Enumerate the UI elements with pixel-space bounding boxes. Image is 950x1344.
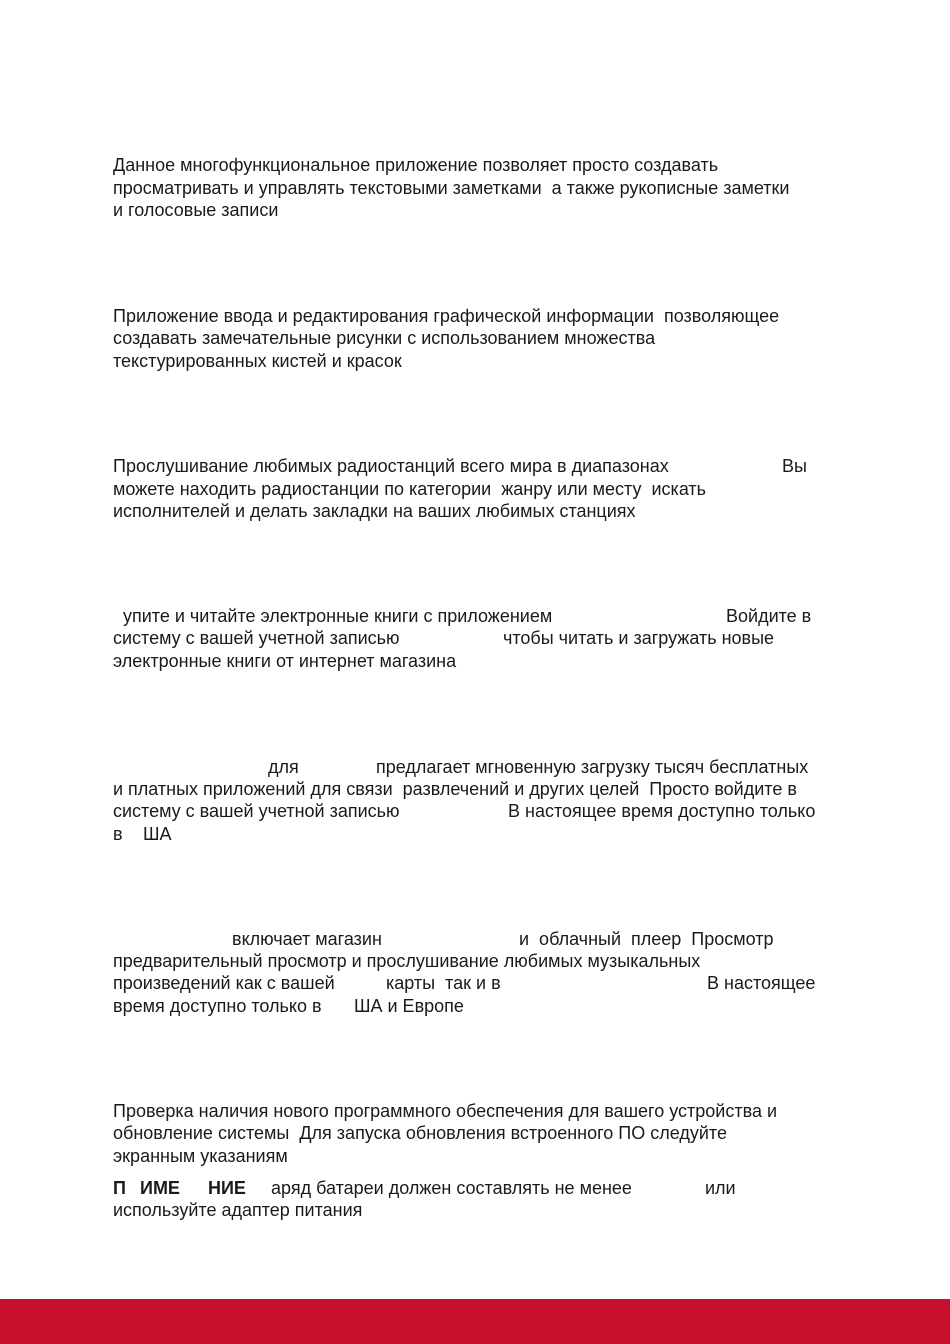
text-line: просматривать и управлять текстовыми заметками а также рукописные заметки: [113, 178, 790, 198]
text-line: и платных приложений для связи развлечений и других целей Просто войдите в: [113, 779, 797, 799]
text-line: В настоящее время доступно только: [508, 801, 816, 821]
text-line: аряд батареи должен составлять не менее: [271, 1178, 632, 1198]
text-line: Данное многофункциональное приложение позволяет просто создавать: [113, 155, 719, 175]
text-line: В настоящее: [707, 973, 816, 993]
text-line: Проверка наличия нового программного обеспечения для вашего устройства и: [113, 1101, 778, 1121]
text-line: используйте адаптер питания: [113, 1200, 363, 1220]
text-line: Войдите в: [726, 606, 812, 626]
text-line: ША: [143, 824, 172, 844]
text-line: карты так и в: [386, 973, 501, 993]
text-line: текстурированных кистей и красок: [113, 351, 402, 371]
text-line: и голосовые записи: [113, 200, 279, 220]
text-line: и облачный плеер Просмотр: [519, 929, 774, 949]
text-line: экранным указаниям: [113, 1146, 288, 1166]
text-line: исполнителей и делать закладки на ваших любимых станциях: [113, 501, 636, 521]
text-line: можете находить радиостанции по категории жанру или месту искать: [113, 479, 707, 499]
note-label: ИМЕ: [140, 1178, 180, 1198]
text-line: предлагает мгновенную загрузку тысяч бесплатных: [376, 757, 809, 777]
text-line: время доступно только в: [113, 996, 322, 1016]
text-line: произведений как с вашей: [113, 973, 335, 993]
text-line: Вы: [782, 456, 807, 476]
text-line: ША и Европе: [354, 996, 464, 1016]
text-line: Прослушивание любимых радиостанций всего мира в диапазонах: [113, 456, 669, 476]
text-line: электронные книги от интернет магазина: [113, 651, 457, 671]
text-line: систему с вашей учетной записью: [113, 628, 400, 648]
text-line: упите и читайте электронные книги с приложением: [123, 606, 553, 626]
footer-bar: [0, 1299, 950, 1344]
text-line: обновление системы Для запуска обновления встроенного ПО следуйте: [113, 1123, 727, 1143]
text-line: в: [113, 824, 123, 844]
text-line: Приложение ввода и редактирования графической информации позволяющее: [113, 306, 780, 326]
note-label: НИЕ: [208, 1178, 246, 1198]
text-line: чтобы читать и загружать новые: [503, 628, 775, 648]
text-line: предварительный просмотр и прослушивание любимых музыкальных: [113, 951, 701, 971]
text-line: включает магазин: [232, 929, 382, 949]
text-line: или: [705, 1178, 736, 1198]
text-line: систему с вашей учетной записью: [113, 801, 400, 821]
text-line: для: [268, 757, 299, 777]
text-line: создавать замечательные рисунки с использованием множества: [113, 328, 656, 348]
note-label: П: [113, 1178, 126, 1198]
